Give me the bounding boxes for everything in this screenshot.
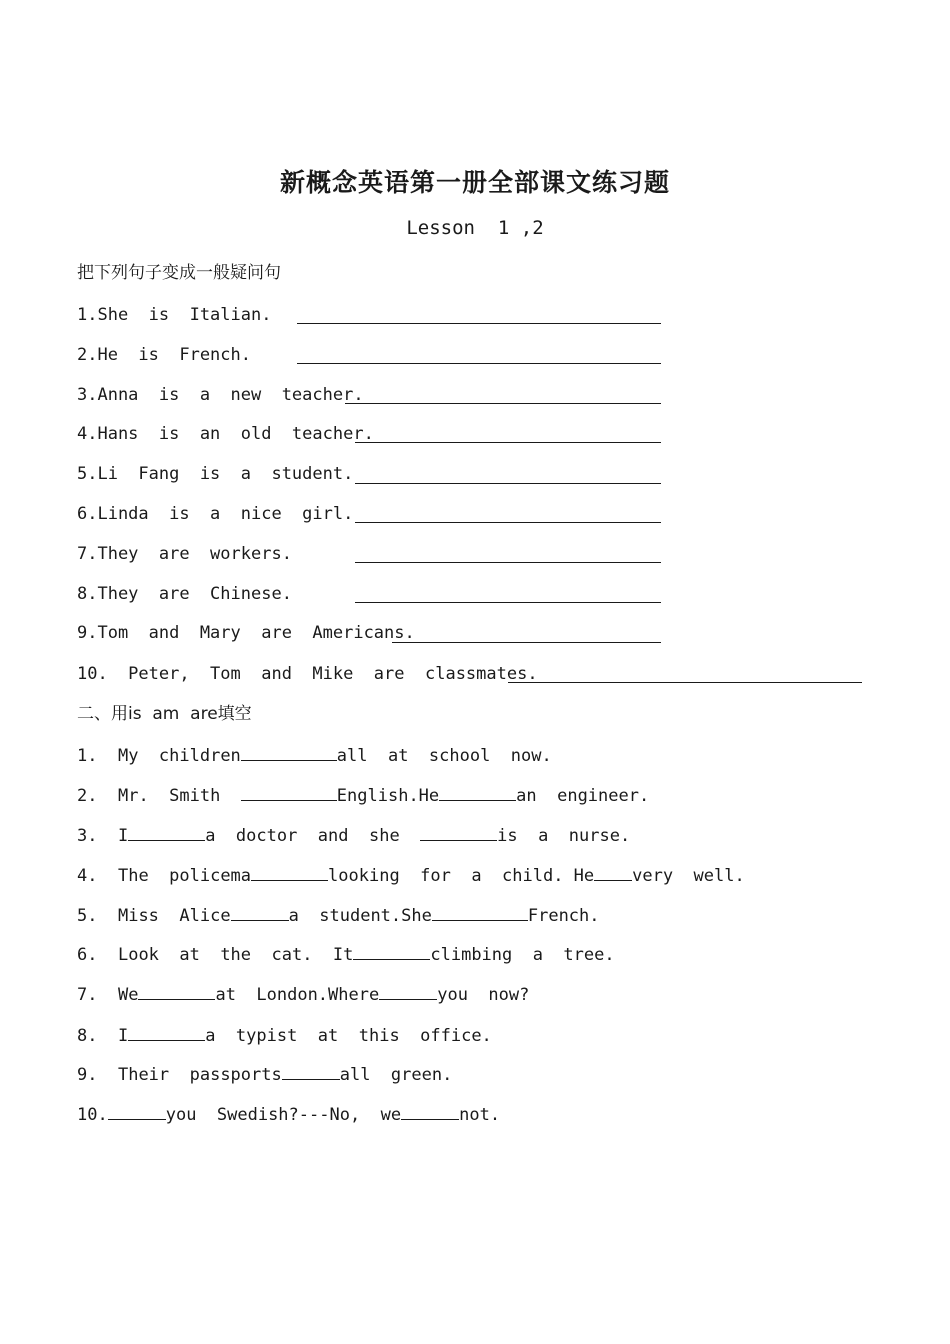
fill-blank <box>241 782 337 801</box>
item-number: 2. <box>77 786 98 806</box>
section1-item: 6.Linda is a nice girl. <box>77 504 354 524</box>
section1-item: 4.Hans is an old teacher. <box>77 424 374 444</box>
fill-blank <box>379 981 437 1000</box>
item-text: I <box>117 1026 129 1046</box>
item-text: I <box>117 826 129 846</box>
answer-line <box>392 642 661 643</box>
item-text: French. <box>527 906 600 926</box>
item-text: The policema <box>117 866 252 886</box>
section1-item: 10. Peter, Tom and Mike are classmates. <box>77 664 538 684</box>
fill-item <box>77 1061 452 1086</box>
section1-item: 2.He is French. <box>77 345 251 365</box>
item-number: 3. <box>77 826 98 846</box>
item-number: 7. <box>77 985 98 1005</box>
answer-line <box>355 562 661 563</box>
fill-item <box>77 902 600 927</box>
answer-line <box>355 483 661 484</box>
section1-item: 3.Anna is a new teacher. <box>77 385 364 405</box>
fill-blank <box>128 1022 205 1041</box>
fill-blank <box>241 742 337 761</box>
item-text: a doctor and she <box>205 826 421 846</box>
item-number: 5. <box>77 906 98 926</box>
item-text: My children <box>117 746 241 766</box>
item-text: not. <box>459 1105 501 1125</box>
item-text: Mr. Smith <box>117 786 241 806</box>
item-text: English.He <box>336 786 440 806</box>
item-number: 1. <box>77 746 98 766</box>
fill-item <box>77 1022 492 1047</box>
fill-item <box>77 981 529 1006</box>
lesson-subtitle: Lesson 1 ,2 <box>406 217 544 239</box>
section1-item: 1.She is Italian. <box>77 305 272 325</box>
answer-line <box>297 363 661 364</box>
item-text: Their passports <box>117 1065 282 1085</box>
item-text: very well. <box>632 866 745 886</box>
fill-blank <box>251 862 328 881</box>
item-number: 8. <box>77 1026 98 1046</box>
item-number: 4. <box>77 866 98 886</box>
fill-blank <box>432 902 528 921</box>
item-text: is a nurse. <box>497 826 631 846</box>
item-text: all at school now. <box>336 746 552 766</box>
fill-item <box>77 782 649 807</box>
item-text: at London.Where <box>215 985 380 1005</box>
answer-line <box>297 323 661 324</box>
item-text: We <box>117 985 139 1005</box>
answer-line <box>355 522 661 523</box>
fill-blank <box>138 981 215 1000</box>
fill-item <box>77 822 630 847</box>
section1-item: 8.They are Chinese. <box>77 584 292 604</box>
page-title: 新概念英语第一册全部课文练习题 <box>279 168 670 197</box>
fill-blank <box>128 822 205 841</box>
section2-heading: 二、用is am are填空 <box>77 704 252 724</box>
answer-line <box>508 682 862 683</box>
item-text: climbing a tree. <box>430 945 615 965</box>
answer-line <box>355 602 661 603</box>
item-number: 6. <box>77 945 98 965</box>
answer-line <box>355 442 661 443</box>
item-text: all green. <box>339 1065 453 1085</box>
item-text: Miss Alice <box>117 906 231 926</box>
fill-item <box>77 862 745 887</box>
item-text: Look at the cat. It <box>117 945 354 965</box>
item-number: 9. <box>77 1065 98 1085</box>
fill-blank <box>401 1101 459 1120</box>
item-text: a typist at this office. <box>205 1026 492 1046</box>
section1-item: 5.Li Fang is a student. <box>77 464 354 484</box>
answer-line <box>345 403 661 404</box>
item-text: a student.She <box>288 906 432 926</box>
fill-item <box>77 742 552 767</box>
fill-blank <box>282 1061 340 1080</box>
item-text: you Swedish?---No, we <box>165 1105 402 1125</box>
item-text: you now? <box>437 985 530 1005</box>
fill-blank <box>439 782 516 801</box>
fill-item <box>77 941 615 966</box>
item-number: 10. <box>77 1105 108 1125</box>
item-text: looking for a child. He <box>328 866 595 886</box>
section1-item: 7.They are workers. <box>77 544 292 564</box>
item-text: an engineer. <box>516 786 650 806</box>
fill-blank <box>594 862 632 881</box>
fill-blank <box>108 1101 166 1120</box>
section1-item: 9.Tom and Mary are Americans. <box>77 623 415 643</box>
fill-blank <box>353 941 430 960</box>
fill-blank <box>420 822 497 841</box>
section1-heading: 把下列句子变成一般疑问句 <box>77 263 281 283</box>
fill-item <box>77 1101 500 1126</box>
fill-blank <box>231 902 289 921</box>
